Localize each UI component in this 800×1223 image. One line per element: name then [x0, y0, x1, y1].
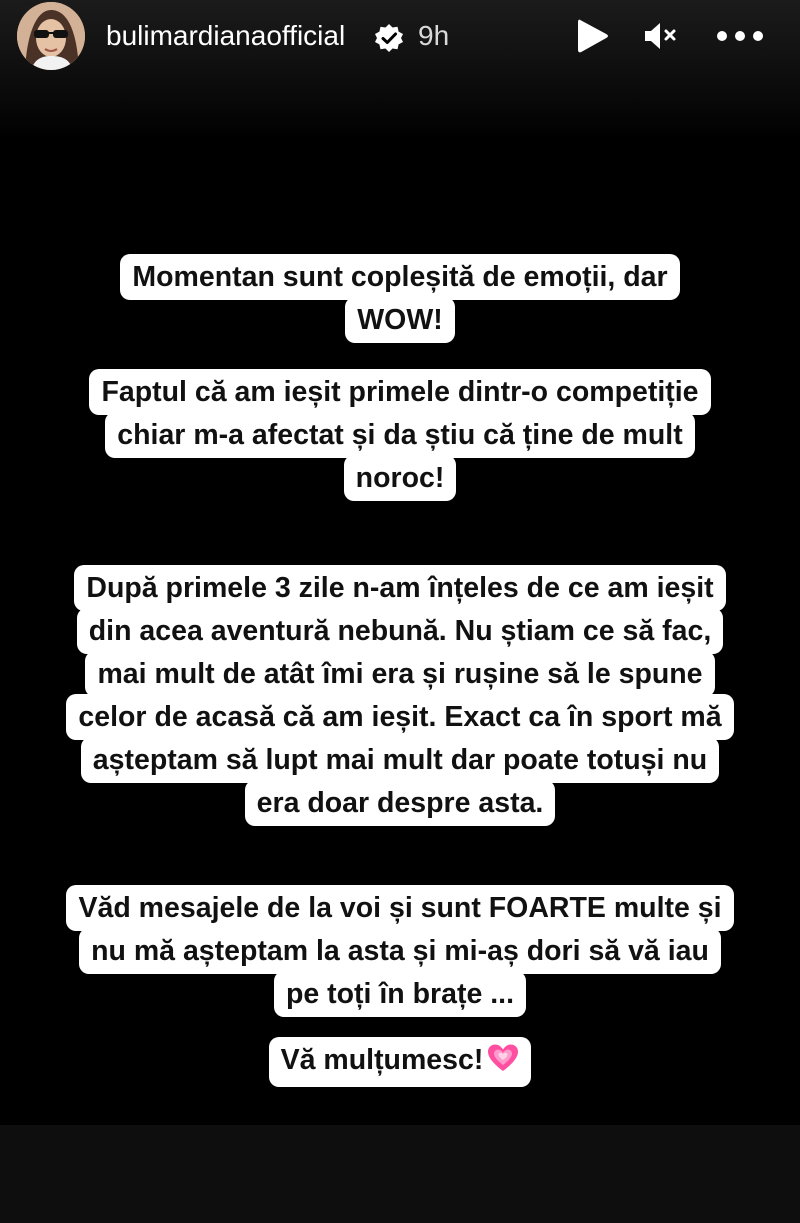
- text-line: nu mă așteptam la asta și mi-aș dori să vă iau: [79, 928, 721, 974]
- text-line: După primele 3 zile n-am înțeles de ce am ieșit: [74, 565, 725, 611]
- play-icon: [573, 18, 613, 54]
- text-line: WOW!: [345, 297, 454, 343]
- text-block-3: [0, 565, 800, 823]
- text-line: mai mult de atât îmi era și rușine să le spune: [85, 651, 714, 697]
- text-line: pe toți în brațe ...: [274, 971, 526, 1017]
- speaker-muted-icon: [641, 18, 681, 54]
- text-line: chiar m-a afectat și da știu că ține de mult: [105, 412, 694, 458]
- text-line: Văd mesajele de la voi și sunt FOARTE multe și: [66, 885, 733, 931]
- text-line: Momentan sunt copleșită de emoții, dar: [120, 254, 679, 300]
- text-line: Vă mulțumesc!: [280, 1044, 484, 1076]
- profile-avatar[interactable]: [17, 2, 85, 70]
- bottom-bar: [0, 1125, 800, 1223]
- text-block-2: [0, 369, 800, 498]
- growing-heart-emoji: [487, 1043, 519, 1084]
- text-line: Faptul că am ieșit primele dintr-o competiție: [89, 369, 710, 415]
- text-line: celor de acasă că am ieșit. Exact ca în sport mă: [66, 694, 733, 740]
- more-options-button[interactable]: [714, 18, 766, 54]
- username[interactable]: bulimardianaofficial: [106, 20, 346, 51]
- more-options-icon: [714, 18, 766, 54]
- text-block-1: [0, 254, 800, 340]
- text-line: noroc!: [344, 455, 457, 501]
- post-time: 9h: [418, 20, 450, 51]
- story-header: [0, 0, 800, 72]
- text-block-5: [0, 1037, 800, 1084]
- play-button[interactable]: [573, 18, 613, 54]
- text-line-with-emoji: [269, 1037, 532, 1087]
- text-block-4: [0, 885, 800, 1014]
- mute-button[interactable]: [641, 18, 681, 54]
- text-line: din acea aventură nebună. Nu știam ce să fac,: [77, 608, 724, 654]
- verified-badge-icon: [374, 23, 404, 53]
- text-line: era doar despre asta.: [245, 780, 556, 826]
- text-line: așteptam să lupt mai mult dar poate totuși nu: [81, 737, 719, 783]
